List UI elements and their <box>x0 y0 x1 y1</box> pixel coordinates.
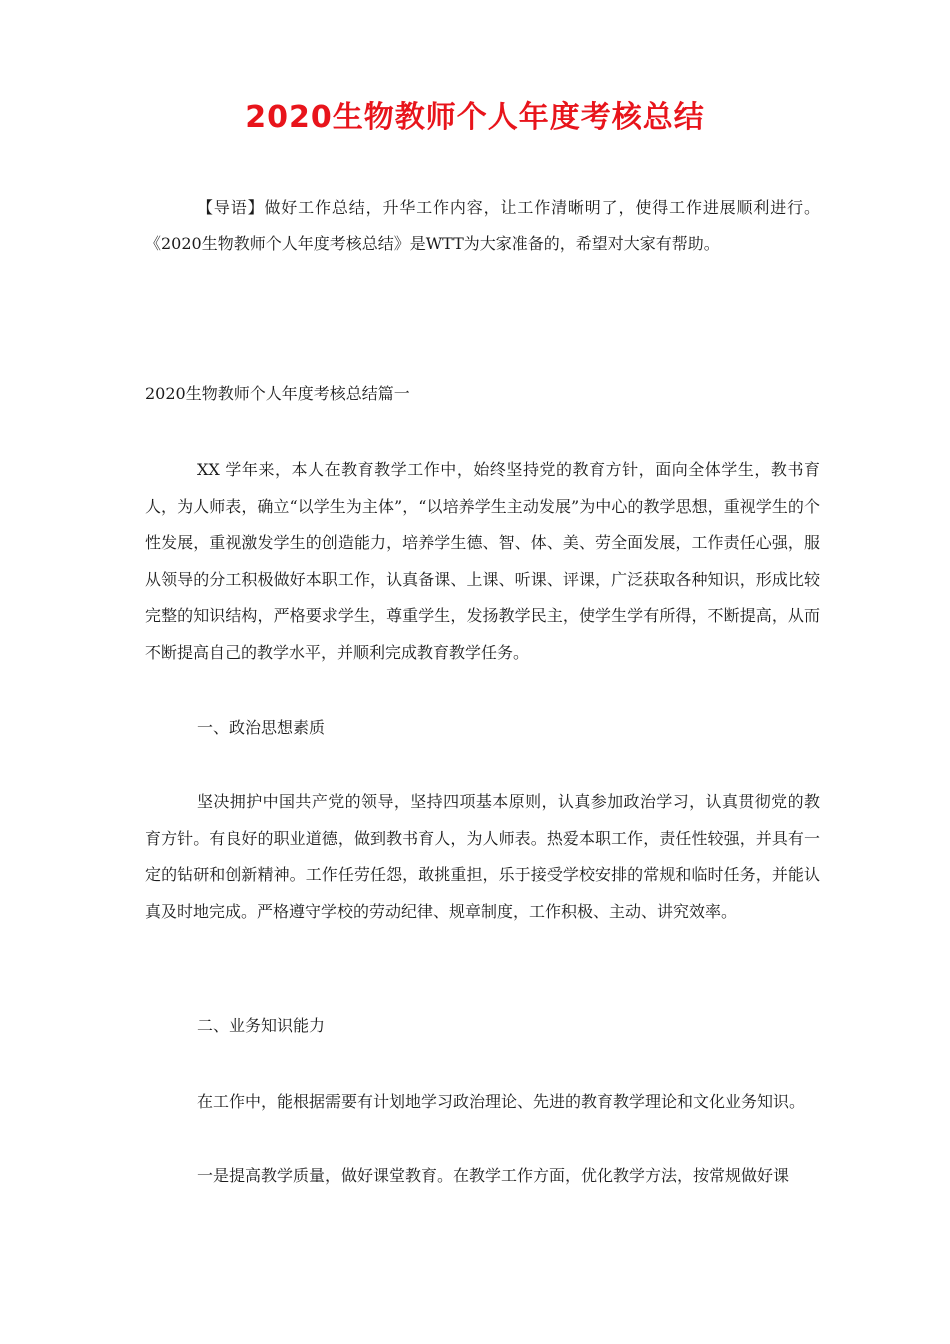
intro-paragraph: 【导语】做好工作总结，升华工作内容，让工作清晰明了，使得工作进展顺利进行。《2020生物教师个人年度考核总结》是WTT为大家准备的，希望对大家有帮助。 <box>145 198 820 253</box>
section-heading: 一、政治思想素质 <box>197 718 326 737</box>
document-title: 2020生物教师个人年度考核总结 <box>245 100 705 135</box>
body-paragraph: 在工作中，能根据需要有计划地学习政治理论、先进的教育教学理论和文化业务知识。 <box>197 1092 806 1111</box>
body-paragraph: XX 学年来，本人在教育教学工作中，始终坚持党的教育方针，面向全体学生，教书育人，为人师表，确立“以学生为主体”，“以培养学生主动发展”为中心的教学思想，重视学生的个性发展，重视激发学生的创造能力，培养学生德、智、体、美、劳全面发展，工作责任心强，服从领导的分工积极做好本职工作，认真备课、上课、听课、评课，广泛获取各种知识，形成比较完整的知识结构，严格要求学生，尊重学生，发扬教学民主，使学生学有所得，不断提高，从而不断提高自己的教学水平，并顺利完成教育教学任务。 <box>145 460 820 662</box>
section-title: 2020生物教师个人年度考核总结篇一 <box>145 384 410 403</box>
body-paragraph: 坚决拥护中国共产党的领导，坚持四项基本原则，认真参加政治学习，认真贯彻党的教育方针。有良好的职业道德，做到教书育人，为人师表。热爱本职工作，责任性较强，并具有一定的钻研和创新精神。工作任劳任怨，敢挑重担，乐于接受学校安排的常规和临时任务，并能认真及时地完成。严格遵守学校的劳动纪律、规章制度，工作积极、主动、讲究效率。 <box>145 792 820 921</box>
body-paragraph: 一是提高教学质量，做好课堂教育。在教学工作方面，优化教学方法，按常规做好课 <box>197 1166 790 1185</box>
section-heading: 二、业务知识能力 <box>197 1016 326 1035</box>
